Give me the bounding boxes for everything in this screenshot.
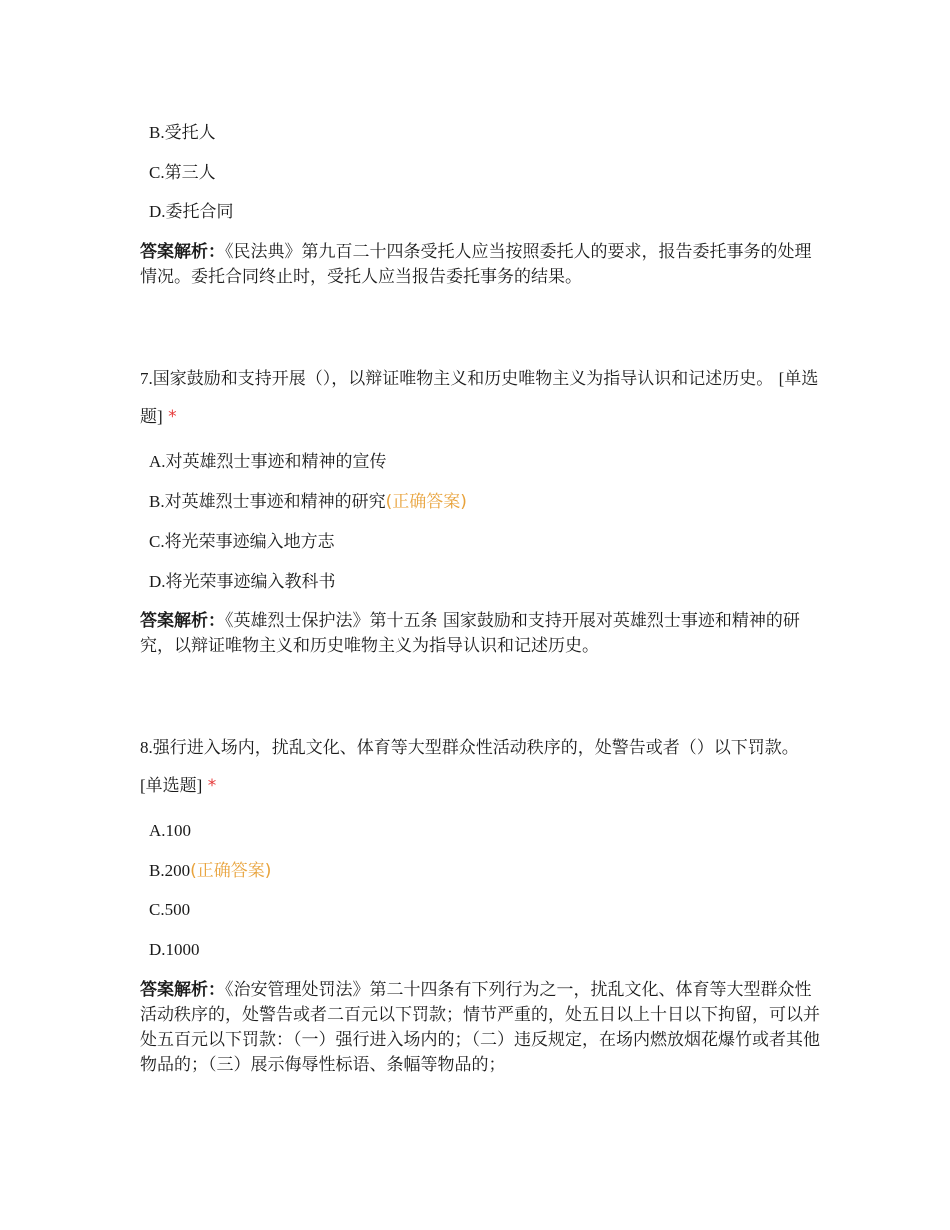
q6-analysis xyxy=(140,240,820,290)
q8-analysis xyxy=(140,978,820,1078)
option-text: 对英雄烈士事迹和精神的研究 xyxy=(164,492,386,512)
q7-option-d[interactable] xyxy=(149,571,336,593)
option-letter: D. xyxy=(149,572,166,591)
option-text: 受托人 xyxy=(164,123,216,143)
option-text: 500 xyxy=(164,900,191,919)
option-text: 对英雄烈士事迹和精神的宣传 xyxy=(165,452,387,472)
option-letter: B. xyxy=(149,492,165,511)
question-type: [单选题] xyxy=(140,369,819,426)
analysis-label: 答案解析： xyxy=(140,611,225,631)
q8-option-a[interactable] xyxy=(149,820,191,842)
option-text: 200 xyxy=(164,861,191,880)
analysis-label: 答案解析： xyxy=(140,980,225,1000)
analysis-text: 《治安管理处罚法》第二十四条有下列行为之一，扰乱文化、体育等大型群众性活动秩序的，处警告或者二百元以下罚款；情节严重的，处五日以上十日以下拘留，可以并处五百元以下罚款：（一）强行进入场内的；（二）违反规定，在场内燃放烟花爆竹或者其他物品的；（三）展示侮辱性标语、条幅等物品的； xyxy=(140,980,820,1075)
question-text: 强行进入场内，扰乱文化、体育等大型群众性活动秩序的，处警告或者（）以下罚款。 xyxy=(152,738,799,758)
q8-option-b[interactable] xyxy=(149,860,271,882)
q6-option-b[interactable] xyxy=(149,122,216,144)
question-number: 8. xyxy=(140,738,153,757)
option-letter: C. xyxy=(149,532,165,551)
option-letter: A. xyxy=(149,452,166,471)
required-marker: * xyxy=(168,407,177,427)
option-letter: D. xyxy=(149,940,166,959)
option-text: 1000 xyxy=(165,940,200,959)
q6-option-d[interactable] xyxy=(149,201,234,223)
q7-option-a[interactable] xyxy=(149,451,387,473)
option-text: 将光荣事迹编入地方志 xyxy=(164,532,335,552)
q8-option-d[interactable] xyxy=(149,939,200,961)
option-letter: C. xyxy=(149,163,165,182)
analysis-label: 答案解析： xyxy=(140,242,225,262)
correct-answer-tag: (正确答案) xyxy=(190,861,272,881)
q8-option-c[interactable] xyxy=(149,899,190,921)
question-text: 国家鼓励和支持开展（），以辩证唯物主义和历史唯物主义为指导认识和记述历史。 xyxy=(152,369,774,389)
option-letter: D. xyxy=(149,202,166,221)
q7-option-c[interactable] xyxy=(149,531,335,553)
option-text: 将光荣事迹编入教科书 xyxy=(165,572,336,592)
option-text: 委托合同 xyxy=(165,202,234,222)
analysis-text: 《英雄烈士保护法》第十五条 国家鼓励和支持开展对英雄烈士事迹和精神的研究，以辩证唯物主义和历史唯物主义为指导认识和记述历史。 xyxy=(140,611,800,656)
correct-answer-tag: (正确答案) xyxy=(385,492,467,512)
option-letter: C. xyxy=(149,900,165,919)
q6-option-c[interactable] xyxy=(149,162,216,184)
required-marker: * xyxy=(207,776,217,796)
option-letter: A. xyxy=(149,821,166,840)
q7-option-b[interactable] xyxy=(149,491,467,513)
q8-question xyxy=(140,729,820,805)
question-type: [单选题] xyxy=(140,776,203,795)
option-letter: B. xyxy=(149,123,165,142)
option-letter: B. xyxy=(149,861,165,880)
analysis-text: 《民法典》第九百二十四条受托人应当按照委托人的要求，报告委托事务的处理情况。委托合同终止时，受托人应当报告委托事务的结果。 xyxy=(140,242,812,287)
q7-question xyxy=(140,360,820,436)
question-number: 7. xyxy=(140,369,153,388)
q7-analysis xyxy=(140,609,820,659)
option-text: 第三人 xyxy=(164,163,216,183)
option-text: 100 xyxy=(165,821,192,840)
